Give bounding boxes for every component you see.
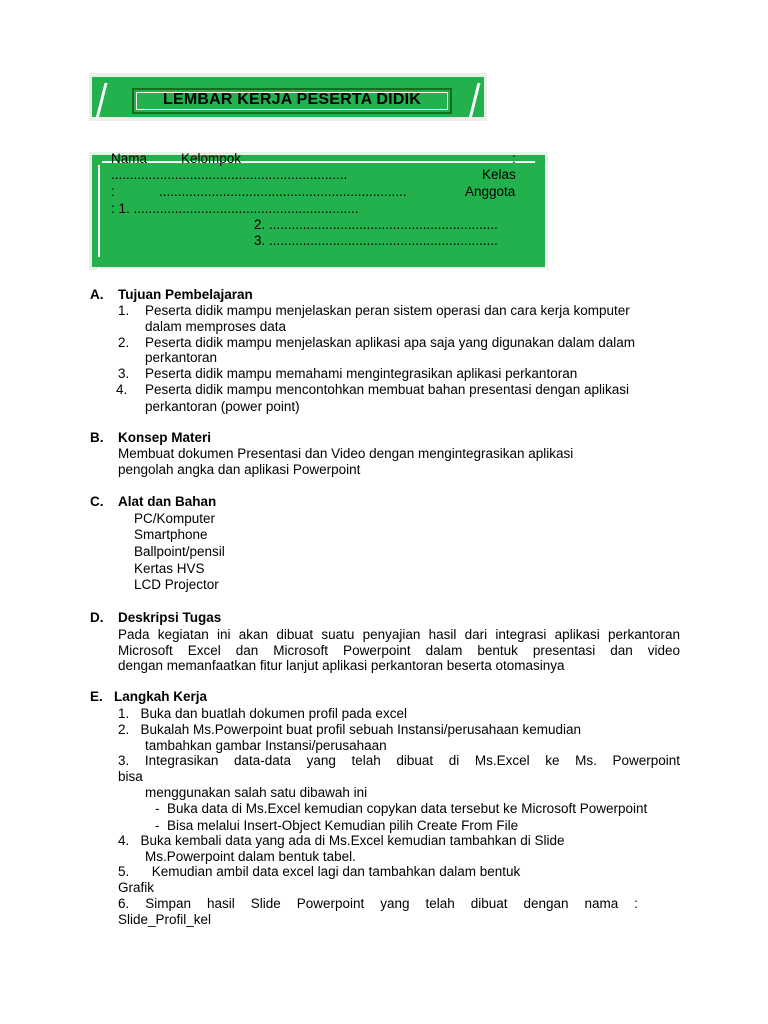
list-item: PC/Komputer [134, 511, 216, 526]
section-c-letter: C. [90, 494, 104, 509]
step-2: 2. Bukalah Ms.Powerpoint buat profil sebuah Instansi/perusahaan kemudian [118, 722, 582, 737]
banner-right-stripe [469, 83, 481, 119]
title-banner-band [92, 77, 484, 117]
step-6: 6. Simpan hasil Slide Powerpoint yang telah dibuat dengan nama : [118, 896, 638, 911]
step-4: 4. Buka kembali data yang ada di Ms.Excel kemudian tambahkan di Slide [118, 833, 565, 848]
colon-nama: : [512, 151, 516, 166]
title-box [132, 88, 452, 114]
list-item: Peserta didik mampu memahami mengintegrasikan aplikasi perkantoran [145, 366, 578, 381]
label-anggota: Anggota [465, 184, 516, 199]
step-1: 1. Buka dan buatlah dokumen profil pada excel [118, 706, 407, 721]
label-kelompok: Kelompok [181, 151, 242, 166]
field-anggota-1: : 1. ............................................................ [111, 201, 359, 216]
list-item: Peserta didik mampu menjelaskan peran sistem operasi dan cara kerja komputer [145, 303, 630, 318]
section-d-title: Deskripsi Tugas [118, 610, 222, 625]
step-5: 5. Kemudian ambil data excel lagi dan tambahkan dalam bentuk [118, 864, 521, 879]
list-item: perkantoran [145, 350, 218, 365]
field-anggota-2: 2. ............................................................. [254, 217, 498, 232]
list-item: perkantoran (power point) [145, 399, 300, 414]
list-number: 4. [116, 382, 128, 397]
identity-corner-tr [535, 155, 545, 165]
section-e-title: Langkah Kerja [114, 689, 208, 704]
step-4-cont: Ms.Powerpoint dalam bentuk tabel. [145, 849, 356, 864]
identity-corner-br [535, 257, 545, 267]
section-a-letter: A. [90, 287, 104, 302]
list-number: 2. [118, 335, 130, 350]
paragraph-line: dengan memanfaatkan fitur lanjut aplikasi perkantoran beserta otomasinya [118, 658, 565, 673]
step-3-option: - Bisa melalui Insert-Object Kemudian pilih Create From File [155, 818, 519, 833]
paragraph-line: pengolah angka dan aplikasi Powerpoint [118, 462, 361, 477]
list-item: Smartphone [134, 527, 208, 542]
paragraph-line: Membuat dokumen Presentasi dan Video dengan mengintegrasikan aplikasi [118, 446, 574, 461]
paragraph-line: Pada kegiatan ini akan dibuat suatu penyajian hasil dari integrasi aplikasi perkantoran [118, 627, 680, 642]
section-e-letter: E. [90, 689, 103, 704]
list-item: Ballpoint/pensil [134, 544, 225, 559]
title-banner [89, 73, 487, 121]
list-number: 3. [118, 366, 130, 381]
section-b-title: Konsep Materi [118, 430, 212, 445]
step-2-cont: tambahkan gambar Instansi/perusahaan [145, 738, 387, 753]
banner-left-stripe [96, 83, 108, 119]
section-c-title: Alat dan Bahan [118, 494, 217, 509]
paragraph-line: Microsoft Excel dan Microsoft Powerpoint dalam bentuk presentasi dan video [118, 643, 680, 658]
identity-corner-bl [92, 257, 102, 267]
list-item: dalam memproses data [145, 319, 287, 334]
step-6-cont: Slide_Profil_kel [118, 912, 212, 927]
list-number: 1. [118, 303, 130, 318]
field-nama-kelompok: ............................................................... [111, 167, 348, 182]
label-nama: Nama [111, 151, 148, 166]
identity-corner-tl [92, 155, 102, 165]
section-d-letter: D. [90, 610, 104, 625]
step-3: 3. Integrasikan data-data yang telah dibuat di Ms.Excel ke Ms. Powerpoint [118, 753, 680, 768]
field-kelas: .................................................................. [159, 184, 407, 199]
step-3-option: - Buka data di Ms.Excel kemudian copykan data tersebut ke Microsoft Powerpoint [155, 801, 648, 816]
list-item: Peserta didik mampu mencontohkan membuat bahan presentasi dengan aplikasi [145, 382, 630, 397]
step-5-cont: Grafik [118, 880, 155, 895]
page-title: LEMBAR KERJA PESERTA DIDIK [163, 91, 421, 108]
step-3-cont: bisa [118, 769, 143, 784]
step-3-cont: menggunakan salah satu dibawah ini [145, 785, 368, 800]
list-item: Kertas HVS [134, 561, 205, 576]
section-a-title: Tujuan Pembelajaran [118, 287, 253, 302]
list-item: Peserta didik mampu menjelaskan aplikasi apa saja yang digunakan dalam dalam [145, 335, 636, 350]
colon-kelas: : [111, 184, 115, 199]
field-anggota-3: 3. ............................................................. [254, 233, 498, 248]
label-kelas: Kelas [482, 167, 516, 182]
list-item: LCD Projector [134, 577, 219, 592]
section-b-letter: B. [90, 430, 104, 445]
